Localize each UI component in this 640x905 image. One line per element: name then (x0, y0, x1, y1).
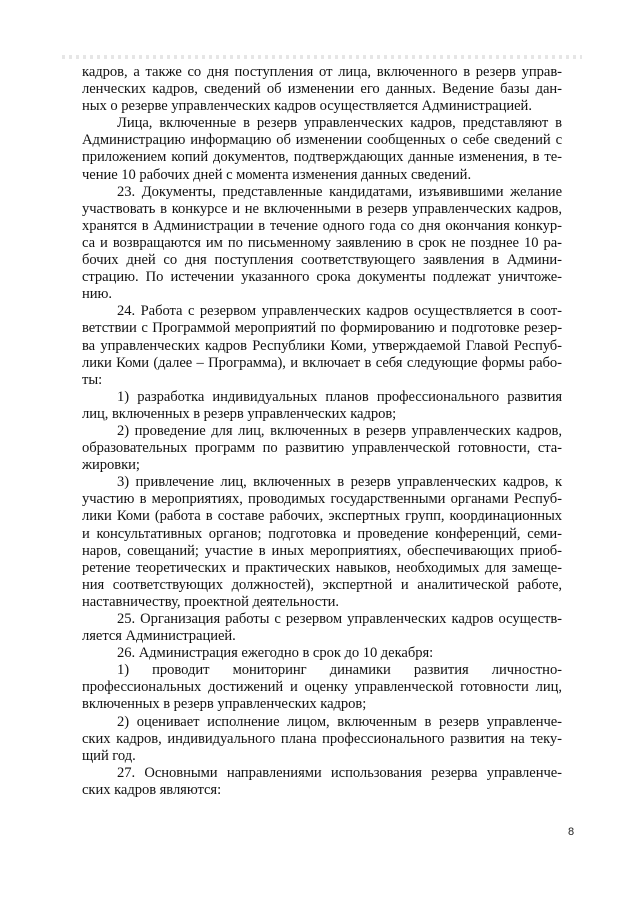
text-line: лики Коми (работа в составе рабочих, экспертных групп, координационных (82, 508, 562, 525)
text-line: ляется Администрацией. (82, 628, 236, 645)
scan-artifact-strip (62, 55, 582, 59)
text-line: участвовать в конкурсе и не включенными в резерв управленческих кадров, (82, 200, 562, 217)
text-line: 1) разработка индивидуальных планов профессионального развития (117, 388, 562, 405)
text-line: ленческих кадров, сведений об изменении его данных. Ведение базы дан- (82, 81, 562, 98)
text-line: кадров, а также со дня поступления от лица, включенного в резерв управ- (82, 64, 562, 80)
text-line: хранятся в Администрации в течение одного года со дня окончания конкур- (82, 217, 562, 234)
text-line: 27. Основными направлениями использования резерва управленче- (117, 764, 562, 781)
text-line: са и возвращаются им по письменному заявлению в срок не позднее 10 ра- (82, 234, 562, 251)
text-line: жировки; (82, 457, 140, 474)
text-line: нию. (82, 286, 112, 303)
text-line: наров, совещаний; участие в иных мероприятиях, обеспечивающих приоб- (82, 542, 562, 559)
text-line: наставничеству, проектной деятельности. (82, 593, 340, 610)
text-line: лики Коми (далее – Программа), и включает в себя следующие формы рабо- (82, 354, 562, 371)
text-line: чение 10 рабочих дней с момента изменения данных сведений. (82, 166, 472, 183)
text-line: приложением копий документов, подтверждающих данные изменения, в те- (82, 149, 562, 166)
text-line: профессиональных достижений и оценку управленческой готовности лиц, (82, 679, 562, 696)
text-line: ретение теоретических и практических навыков, необходимых для замеще- (82, 559, 562, 576)
text-line: 3) привлечение лиц, включенных в резерв управленческих кадров, к (117, 474, 562, 491)
text-line: 26. Администрация ежегодно в срок до 10 декабря: (117, 645, 434, 662)
text-line: ных о резерве управленческих кадров осуществляется Администрацией. (82, 98, 532, 115)
text-line: щий год. (82, 747, 136, 764)
text-line: 23. Документы, представленные кандидатами, изъявившими желание (117, 183, 562, 200)
text-line: включенных в резерв управленческих кадров; (82, 696, 367, 713)
text-line: ния соответствующих должностей), экспертной и аналитической работе, (82, 576, 562, 593)
text-line: ских кадров являются: (82, 781, 222, 798)
text-line: 2) оценивает исполнение лицом, включенным в резерв управленче- (117, 713, 562, 730)
document-body (82, 64, 562, 799)
text-line: лиц, включенных в резерв управленческих кадров; (82, 405, 397, 422)
text-line: 24. Работа с резервом управленческих кадров осуществляется в соот- (117, 303, 562, 320)
text-line: ветствии с Программой мероприятий по формированию и подготовке резер- (82, 320, 562, 337)
text-line: страцию. По истечении указанного срока документы подлежат уничтоже- (82, 269, 562, 286)
text-line: ва управленческих кадров Республики Коми, утверждаемой Главой Респуб- (82, 337, 562, 354)
text-line: бочих дней со дня поступления соответствующего заявления в Админи- (82, 252, 562, 269)
text-line: участию в мероприятиях, проводимых государственными органами Респуб- (82, 491, 562, 508)
text-line: 2) проведение для лиц, включенных в резерв управленческих кадров, (117, 422, 562, 439)
text-line: 1) проводит мониторинг динамики развития личностно- (117, 662, 562, 679)
text-line: Лица, включенные в резерв управленческих кадров, представляют в (117, 115, 562, 132)
page-number: 8 (568, 826, 575, 838)
text-line: ских кадров, индивидуального плана профессионального развития на теку- (82, 730, 562, 747)
text-line: Администрацию информацию об изменении сообщенных о себе сведений с (82, 132, 562, 149)
text-line: и консультативных органов; подготовка и проведение конференций, семи- (82, 525, 562, 542)
text-line: образовательных программ по развитию управленческой готовности, ста- (82, 440, 562, 457)
text-line: ты: (82, 371, 103, 388)
text-line: 25. Организация работы с резервом управленческих кадров осуществ- (117, 611, 562, 627)
